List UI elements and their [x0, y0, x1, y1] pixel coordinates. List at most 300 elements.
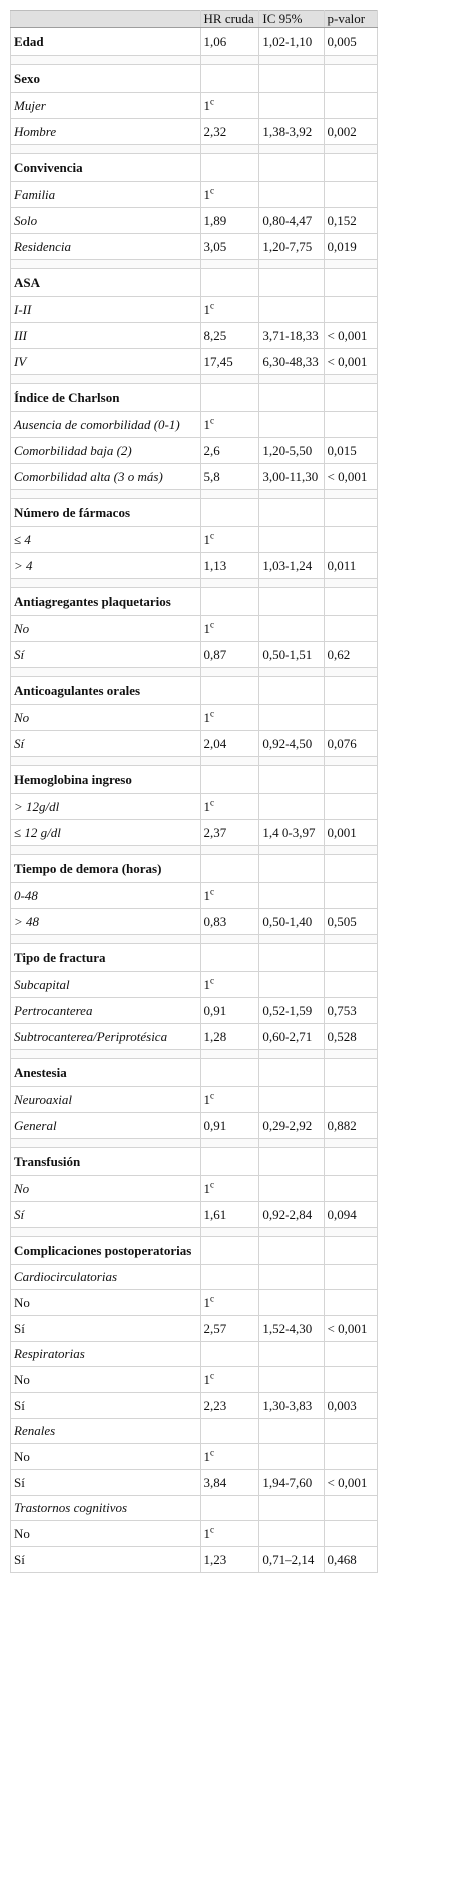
- group-row: [11, 1419, 378, 1444]
- hr-value: [200, 642, 259, 668]
- spacer-cell: [324, 579, 378, 588]
- table-row: [11, 323, 378, 349]
- spacer-cell: [259, 579, 324, 588]
- empty-cell: [259, 65, 324, 93]
- empty-cell: [259, 855, 324, 883]
- hr-value: [200, 1087, 259, 1113]
- spacer-cell: [200, 490, 259, 499]
- spacer-cell: [11, 1228, 201, 1237]
- hr-number: 1: [203, 1294, 211, 1310]
- ic-value: [259, 1176, 324, 1202]
- reference-superscript: c: [210, 886, 215, 897]
- table-row: [11, 1087, 378, 1113]
- empty-cell: [259, 154, 324, 182]
- empty-cell: [200, 1342, 259, 1367]
- table-row: [11, 412, 378, 438]
- hr-number: 0,83: [203, 913, 227, 929]
- row-label: III: [11, 323, 201, 349]
- reference-superscript: c: [210, 1090, 215, 1101]
- table-row: [11, 731, 378, 757]
- empty-cell: [200, 1059, 259, 1087]
- hr-number: 2,23: [203, 1397, 227, 1413]
- spacer-cell: [324, 668, 378, 677]
- header-ic: IC 95%: [259, 11, 324, 28]
- spacer-cell: [324, 757, 378, 766]
- p-value: 0,528: [324, 1024, 378, 1050]
- p-value: [324, 794, 378, 820]
- ic-value: [259, 883, 324, 909]
- hr-value: [200, 182, 259, 208]
- p-value: 0,019: [324, 234, 378, 260]
- ic-value: 0,52-1,59: [259, 998, 324, 1024]
- ic-value: [259, 412, 324, 438]
- spacer-row: [11, 1139, 378, 1148]
- row-label: Sí: [11, 1202, 201, 1228]
- hr-number: 2,6: [203, 442, 220, 458]
- hr-value: [200, 297, 259, 323]
- reference-superscript: c: [210, 1524, 215, 1535]
- hr-value: [200, 1113, 259, 1139]
- hr-value: [200, 820, 259, 846]
- hr-value: [200, 93, 259, 119]
- spacer-cell: [259, 145, 324, 154]
- ic-value: [259, 1290, 324, 1316]
- reference-superscript: c: [210, 1293, 215, 1304]
- hr-number: 17,45: [203, 353, 233, 369]
- empty-cell: [200, 588, 259, 616]
- table-row: [11, 1393, 378, 1419]
- empty-cell: [259, 766, 324, 794]
- reference-superscript: c: [210, 185, 215, 196]
- ic-value: 1,03-1,24: [259, 553, 324, 579]
- hr-number: 1: [203, 1091, 211, 1107]
- p-value: [324, 412, 378, 438]
- empty-cell: [324, 154, 378, 182]
- spacer-row: [11, 846, 378, 855]
- spacer-cell: [11, 935, 201, 944]
- p-value: 0,62: [324, 642, 378, 668]
- section-label: ASA: [11, 269, 201, 297]
- hr-value: [200, 323, 259, 349]
- spacer-row: [11, 579, 378, 588]
- ic-value: [259, 1087, 324, 1113]
- empty-cell: [200, 1265, 259, 1290]
- p-value: [324, 616, 378, 642]
- p-value: [324, 297, 378, 323]
- hr-number: 1: [203, 531, 211, 547]
- p-value: 0,505: [324, 909, 378, 935]
- section-label: Índice de Charlson: [11, 384, 201, 412]
- hr-number: 1: [203, 1180, 211, 1196]
- hr-value: [200, 1521, 259, 1547]
- row-label: Sí: [11, 1393, 201, 1419]
- ic-value: 6,30-48,33: [259, 349, 324, 375]
- hr-number: 1: [203, 887, 211, 903]
- ic-value: 0,50-1,40: [259, 909, 324, 935]
- table-row: [11, 119, 378, 145]
- hr-value: [200, 1547, 259, 1573]
- empty-cell: [200, 269, 259, 297]
- group-label: Trastornos cognitivos: [11, 1496, 201, 1521]
- hr-value: [200, 883, 259, 909]
- empty-cell: [200, 65, 259, 93]
- spacer-cell: [324, 260, 378, 269]
- spacer-cell: [259, 935, 324, 944]
- reference-superscript: c: [210, 96, 215, 107]
- hr-value: [200, 438, 259, 464]
- header-hr: HR cruda: [200, 11, 259, 28]
- hr-number: 5,8: [203, 468, 220, 484]
- p-value: [324, 527, 378, 553]
- row-label: No: [11, 616, 201, 642]
- row-label: Neuroaxial: [11, 1087, 201, 1113]
- hr-number: 1: [203, 798, 211, 814]
- section-label: Complicaciones postoperatorias: [11, 1237, 201, 1265]
- row-label: Sí: [11, 1470, 201, 1496]
- hr-number: 1: [203, 709, 211, 725]
- reference-superscript: c: [210, 415, 215, 426]
- p-value: < 0,001: [324, 464, 378, 490]
- empty-cell: [200, 1148, 259, 1176]
- hr-value: [200, 28, 259, 56]
- section-row: [11, 384, 378, 412]
- hr-value: [200, 1290, 259, 1316]
- spacer-cell: [259, 1139, 324, 1148]
- spacer-cell: [200, 935, 259, 944]
- reference-superscript: c: [210, 708, 215, 719]
- hr-value: [200, 972, 259, 998]
- ic-value: 1,02-1,10: [259, 28, 324, 56]
- group-label: Respiratorias: [11, 1342, 201, 1367]
- spacer-cell: [11, 56, 201, 65]
- spacer-cell: [200, 757, 259, 766]
- ic-value: [259, 1444, 324, 1470]
- row-label: Solo: [11, 208, 201, 234]
- row-label: Hombre: [11, 119, 201, 145]
- p-value: [324, 1444, 378, 1470]
- spacer-cell: [200, 579, 259, 588]
- reference-superscript: c: [210, 530, 215, 541]
- empty-cell: [324, 1148, 378, 1176]
- p-value: 0,005: [324, 28, 378, 56]
- group-label: Renales: [11, 1419, 201, 1444]
- p-value: < 0,001: [324, 349, 378, 375]
- empty-cell: [259, 944, 324, 972]
- empty-cell: [324, 1059, 378, 1087]
- spacer-cell: [324, 490, 378, 499]
- row-label: Sí: [11, 1547, 201, 1573]
- group-row: [11, 1265, 378, 1290]
- hr-number: 2,04: [203, 735, 227, 751]
- empty-cell: [200, 944, 259, 972]
- spacer-cell: [200, 145, 259, 154]
- ic-value: 1,30-3,83: [259, 1393, 324, 1419]
- p-value: 0,882: [324, 1113, 378, 1139]
- hr-number: 1,13: [203, 557, 227, 573]
- spacer-cell: [200, 56, 259, 65]
- row-label: General: [11, 1113, 201, 1139]
- section-label: Número de fármacos: [11, 499, 201, 527]
- spacer-row: [11, 56, 378, 65]
- p-value: [324, 1521, 378, 1547]
- p-value: [324, 1290, 378, 1316]
- ic-value: 0,92-2,84: [259, 1202, 324, 1228]
- p-value: [324, 1176, 378, 1202]
- spacer-cell: [259, 668, 324, 677]
- p-value: [324, 705, 378, 731]
- spacer-cell: [11, 260, 201, 269]
- spacer-cell: [11, 757, 201, 766]
- spacer-cell: [324, 1050, 378, 1059]
- ic-value: [259, 1521, 324, 1547]
- section-row: [11, 588, 378, 616]
- hr-number: 8,25: [203, 327, 227, 343]
- section-label: Anticoagulantes orales: [11, 677, 201, 705]
- section-row: [11, 1059, 378, 1087]
- spacer-row: [11, 490, 378, 499]
- section-row: [11, 677, 378, 705]
- group-row: [11, 1496, 378, 1521]
- ic-value: [259, 527, 324, 553]
- table-header-row: [11, 11, 378, 28]
- empty-cell: [259, 1496, 324, 1521]
- row-label: > 4: [11, 553, 201, 579]
- spacer-cell: [324, 56, 378, 65]
- section-row: [11, 1237, 378, 1265]
- table-row: [11, 998, 378, 1024]
- ic-value: [259, 1367, 324, 1393]
- ic-value: [259, 794, 324, 820]
- spacer-row: [11, 145, 378, 154]
- empty-cell: [200, 499, 259, 527]
- table-row: [11, 1521, 378, 1547]
- group-label: Cardiocirculatorias: [11, 1265, 201, 1290]
- row-label: ≤ 4: [11, 527, 201, 553]
- hr-value: [200, 349, 259, 375]
- hr-value: [200, 1316, 259, 1342]
- empty-cell: [259, 1059, 324, 1087]
- hr-number: 3,84: [203, 1474, 227, 1490]
- spacer-cell: [259, 56, 324, 65]
- table-row: [11, 527, 378, 553]
- hr-value: [200, 1470, 259, 1496]
- section-label: Convivencia: [11, 154, 201, 182]
- table-row: [11, 1202, 378, 1228]
- table-row: [11, 208, 378, 234]
- row-label: No: [11, 1290, 201, 1316]
- hr-value: [200, 234, 259, 260]
- empty-cell: [200, 1419, 259, 1444]
- spacer-cell: [11, 375, 201, 384]
- empty-cell: [200, 855, 259, 883]
- p-value: 0,011: [324, 553, 378, 579]
- spacer-row: [11, 1228, 378, 1237]
- table-body: [11, 28, 378, 1573]
- empty-cell: [324, 65, 378, 93]
- p-value: < 0,001: [324, 1316, 378, 1342]
- spacer-row: [11, 1050, 378, 1059]
- empty-cell: [324, 1265, 378, 1290]
- reference-superscript: c: [210, 619, 215, 630]
- spacer-cell: [11, 579, 201, 588]
- empty-cell: [200, 766, 259, 794]
- empty-cell: [200, 1237, 259, 1265]
- p-value: < 0,001: [324, 323, 378, 349]
- reference-superscript: c: [210, 975, 215, 986]
- table-row: [11, 553, 378, 579]
- reference-superscript: c: [210, 797, 215, 808]
- hr-value: [200, 1202, 259, 1228]
- empty-cell: [324, 269, 378, 297]
- table-row: [11, 794, 378, 820]
- hr-value: [200, 1367, 259, 1393]
- empty-cell: [324, 499, 378, 527]
- hr-value: [200, 119, 259, 145]
- p-value: 0,468: [324, 1547, 378, 1573]
- section-row: [11, 944, 378, 972]
- table-row: [11, 1470, 378, 1496]
- table-row: [11, 1547, 378, 1573]
- spacer-cell: [11, 1139, 201, 1148]
- hr-value: [200, 794, 259, 820]
- section-row: [11, 65, 378, 93]
- row-label: Ausencia de comorbilidad (0-1): [11, 412, 201, 438]
- ic-value: 0,60-2,71: [259, 1024, 324, 1050]
- spacer-row: [11, 375, 378, 384]
- spacer-cell: [11, 668, 201, 677]
- empty-cell: [259, 588, 324, 616]
- hr-value: [200, 998, 259, 1024]
- row-label: Subtrocanterea/Periprotésica: [11, 1024, 201, 1050]
- table-row: [11, 972, 378, 998]
- hr-value: [200, 705, 259, 731]
- section-label: Tiempo de demora (horas): [11, 855, 201, 883]
- table-row: [11, 642, 378, 668]
- spacer-cell: [200, 1228, 259, 1237]
- table-row: [11, 1444, 378, 1470]
- empty-cell: [324, 1419, 378, 1444]
- section-label: Anestesia: [11, 1059, 201, 1087]
- hr-value: [200, 412, 259, 438]
- hr-value: [200, 909, 259, 935]
- hr-value: [200, 616, 259, 642]
- reference-superscript: c: [210, 1370, 215, 1381]
- p-value: [324, 182, 378, 208]
- spacer-cell: [259, 260, 324, 269]
- empty-cell: [259, 269, 324, 297]
- reference-superscript: c: [210, 1447, 215, 1458]
- spacer-cell: [324, 1139, 378, 1148]
- table-row: [11, 297, 378, 323]
- hr-number: 1,23: [203, 1551, 227, 1567]
- ic-value: 3,71-18,33: [259, 323, 324, 349]
- p-value: [324, 972, 378, 998]
- ic-value: [259, 972, 324, 998]
- table-row: [11, 438, 378, 464]
- reference-superscript: c: [210, 300, 215, 311]
- hr-number: 1,89: [203, 212, 227, 228]
- p-value: 0,003: [324, 1393, 378, 1419]
- ic-value: 0,29-2,92: [259, 1113, 324, 1139]
- row-label: ≤ 12 g/dl: [11, 820, 201, 846]
- spacer-cell: [259, 1228, 324, 1237]
- section-row: [11, 499, 378, 527]
- row-label: Edad: [11, 28, 201, 56]
- row-label: I-II: [11, 297, 201, 323]
- hr-value: [200, 553, 259, 579]
- hr-number: 1: [203, 186, 211, 202]
- hr-number: 2,32: [203, 123, 227, 139]
- ic-value: [259, 182, 324, 208]
- empty-cell: [259, 1265, 324, 1290]
- header-variable: [11, 11, 201, 28]
- hr-number: 1: [203, 1371, 211, 1387]
- row-label: Comorbilidad alta (3 o más): [11, 464, 201, 490]
- section-label: Antiagregantes plaquetarios: [11, 588, 201, 616]
- empty-cell: [324, 1342, 378, 1367]
- empty-cell: [259, 499, 324, 527]
- empty-cell: [324, 1237, 378, 1265]
- row-label: No: [11, 1367, 201, 1393]
- hr-number: 1: [203, 976, 211, 992]
- spacer-cell: [200, 260, 259, 269]
- ic-value: 1,20-7,75: [259, 234, 324, 260]
- ic-value: [259, 93, 324, 119]
- hr-value: [200, 464, 259, 490]
- section-row: [11, 1148, 378, 1176]
- spacer-cell: [259, 375, 324, 384]
- hr-value: [200, 527, 259, 553]
- spacer-cell: [11, 145, 201, 154]
- table-row: [11, 1113, 378, 1139]
- hr-number: 0,91: [203, 1117, 227, 1133]
- ic-value: 1,20-5,50: [259, 438, 324, 464]
- spacer-cell: [11, 490, 201, 499]
- hr-number: 1,06: [203, 33, 227, 49]
- table-row: [11, 93, 378, 119]
- hr-number: 1: [203, 301, 211, 317]
- spacer-cell: [200, 1139, 259, 1148]
- spacer-cell: [200, 846, 259, 855]
- spacer-cell: [11, 846, 201, 855]
- table-row: [11, 234, 378, 260]
- spacer-cell: [259, 490, 324, 499]
- spacer-cell: [324, 375, 378, 384]
- row-label: Subcapital: [11, 972, 201, 998]
- section-label: Transfusión: [11, 1148, 201, 1176]
- hr-number: 0,91: [203, 1002, 227, 1018]
- table-row: [11, 1290, 378, 1316]
- table-row: [11, 1176, 378, 1202]
- row-label: > 12g/dl: [11, 794, 201, 820]
- hr-table: [10, 10, 378, 1573]
- row-label: Mujer: [11, 93, 201, 119]
- section-row: [11, 855, 378, 883]
- spacer-row: [11, 935, 378, 944]
- ic-value: 1,38-3,92: [259, 119, 324, 145]
- p-value: 0,001: [324, 820, 378, 846]
- ic-value: 0,92-4,50: [259, 731, 324, 757]
- empty-cell: [259, 1148, 324, 1176]
- ic-value: 1,94-7,60: [259, 1470, 324, 1496]
- empty-cell: [259, 677, 324, 705]
- section-row: [11, 766, 378, 794]
- row-label: Familia: [11, 182, 201, 208]
- empty-cell: [259, 384, 324, 412]
- ic-value: [259, 616, 324, 642]
- ic-value: [259, 297, 324, 323]
- hr-number: 1: [203, 416, 211, 432]
